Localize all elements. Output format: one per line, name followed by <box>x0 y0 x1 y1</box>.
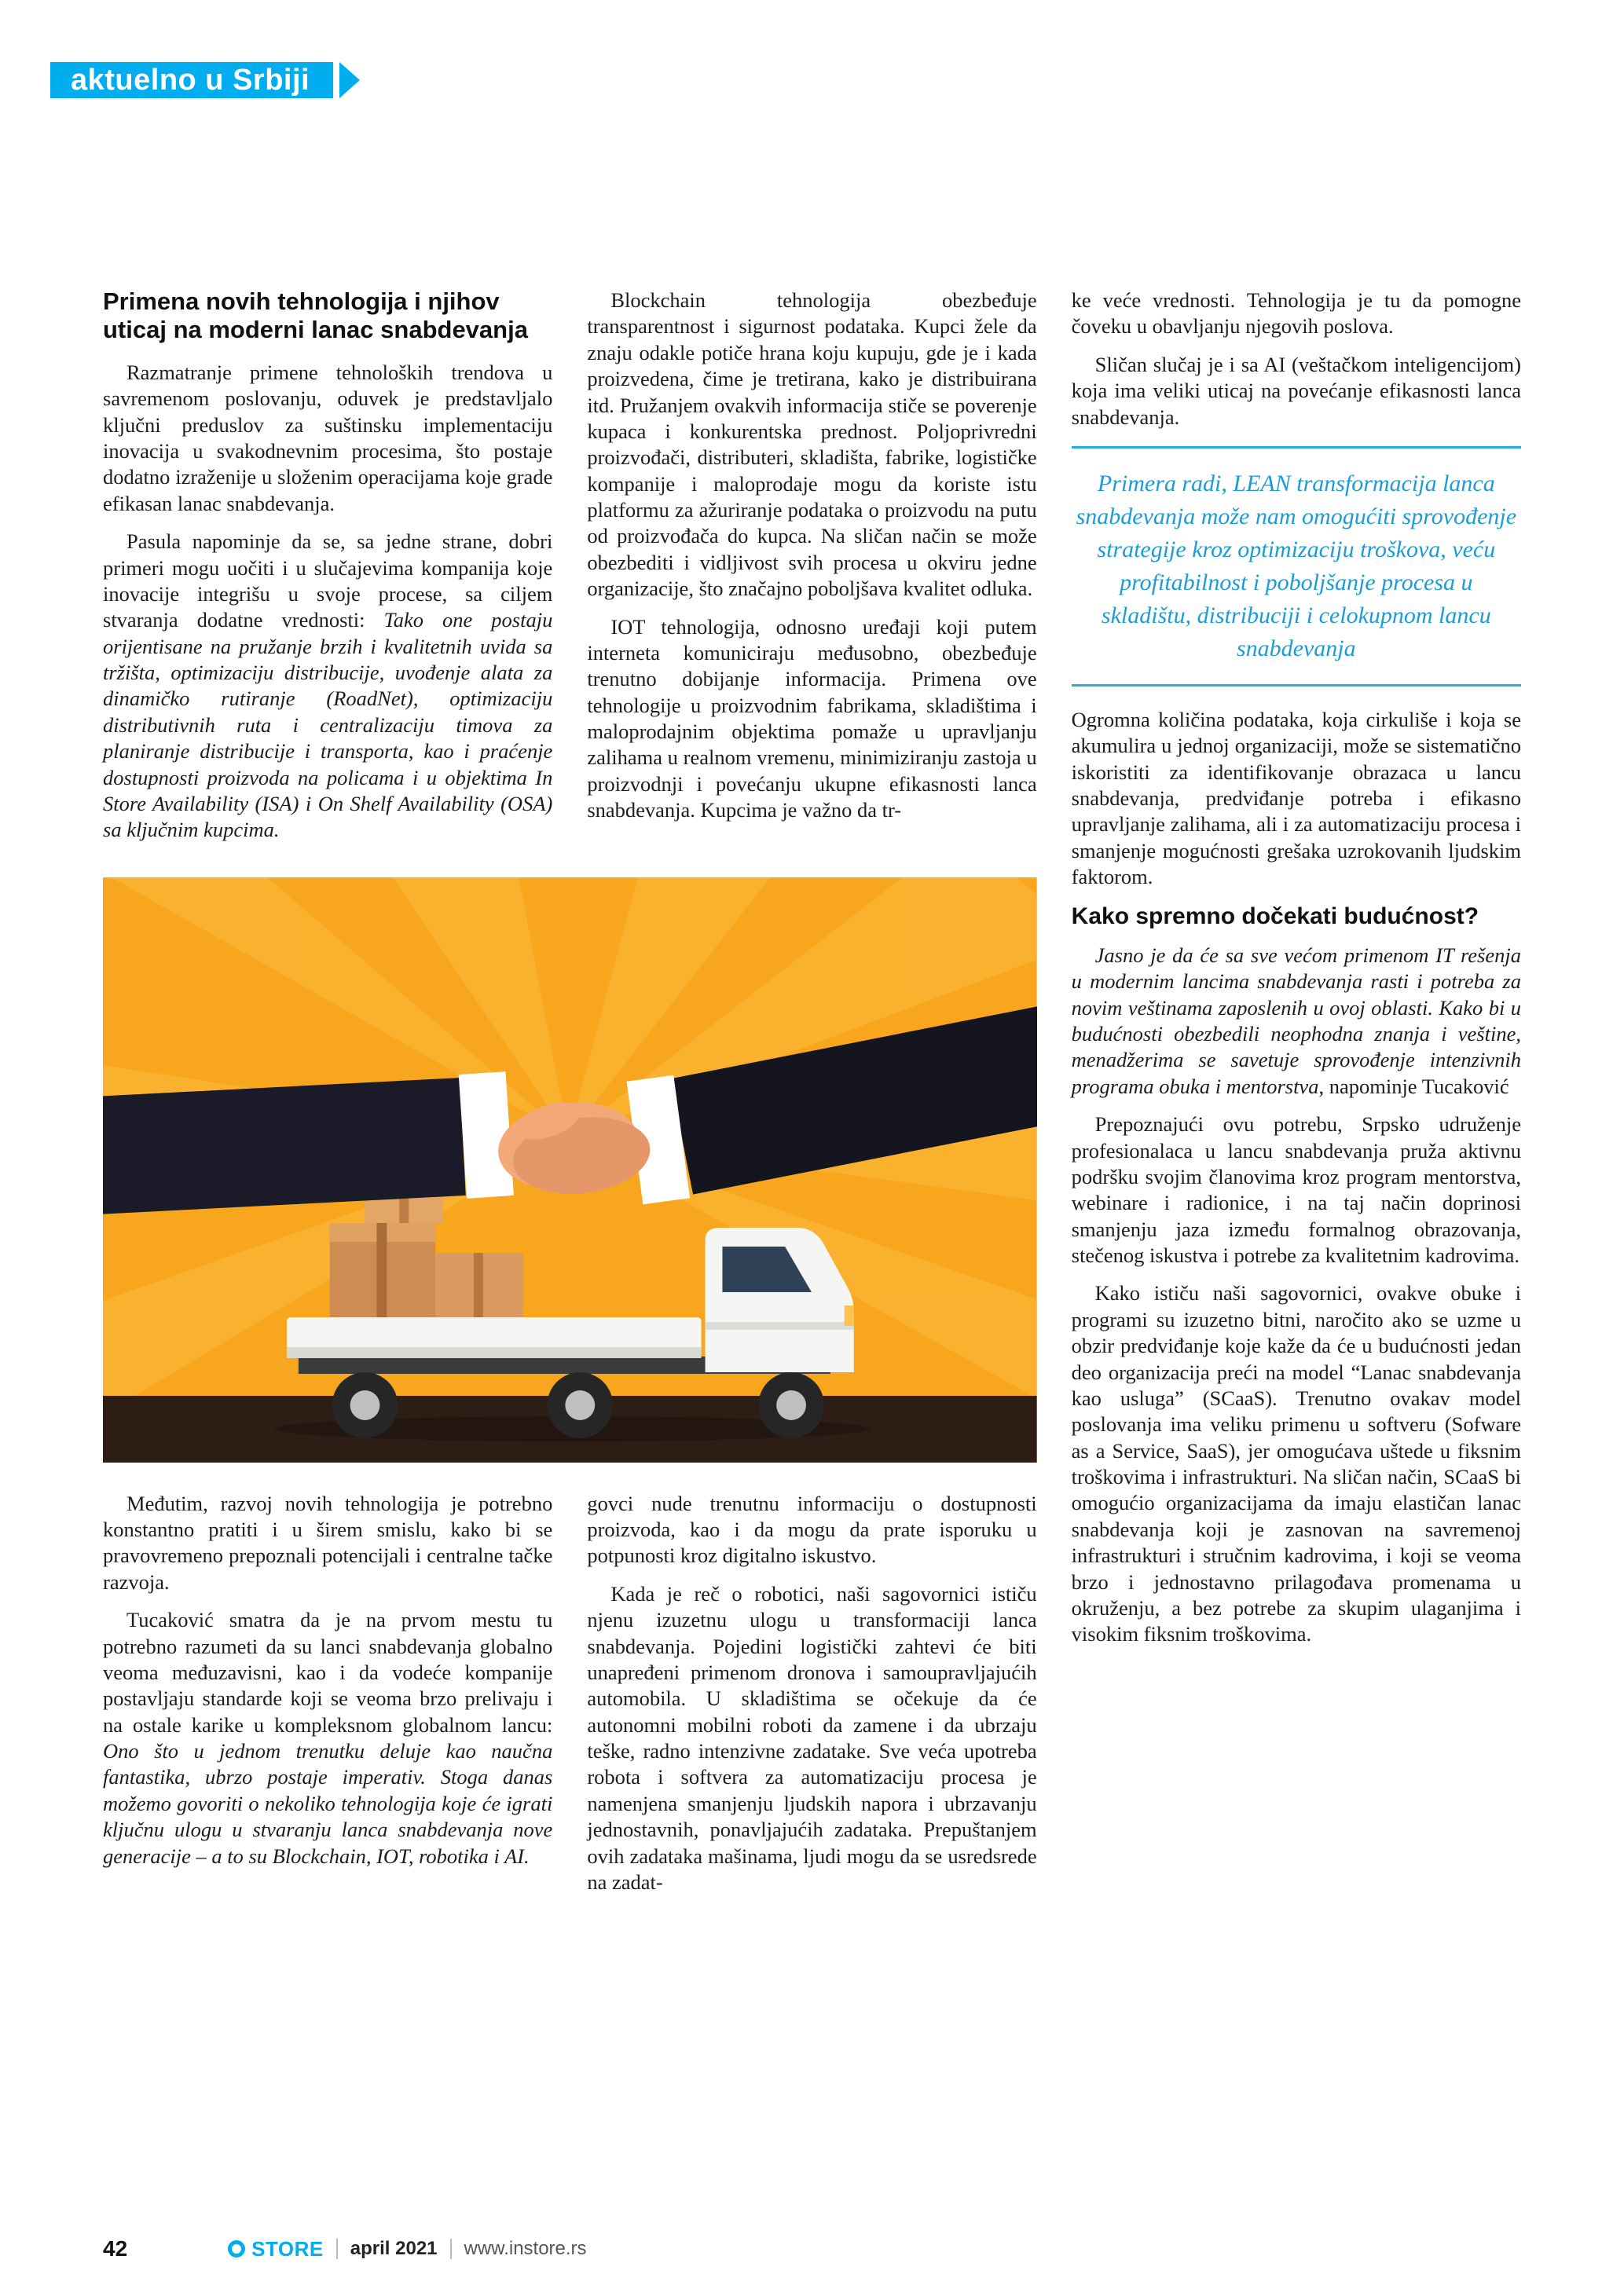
footer-divider <box>336 2239 338 2259</box>
paragraph: Sličan slučaj je i sa AI (veštačkom inteligencijom) koja ima veliki uticaj na povećanje efikasnosti lanca snabdevanja. <box>1071 352 1521 429</box>
store-logo-icon <box>228 2240 245 2258</box>
paragraph: govci nude trenutnu informaciju o dostupnosti proizvoda, kao i da mogu da prate isporuku u potpunosti kroz digitalno iskustvo. <box>587 1491 1037 1568</box>
paragraph <box>1072 943 1521 1100</box>
paragraph: IOT tehnologija, odnosno uređaji koji putem interneta komuniciraju međusobno, obezbeđuje trenutno dobijanje informacija. Primena ove tehnologije u proizvodnim fabrikama, skladištima i maloprodajnim objektima pomaže u upravljanju zalihama u realnom vremenu, minimiziranju zastoja u proizvodnji i povećanju ukupne efikasnosti lanca snabdevanja. Kupcima je važno da tr- <box>587 614 1037 822</box>
article-heading: Primena novih tehnologija i njihov uticaj na moderni lanac snabdevanja <box>103 287 528 343</box>
section-heading: Kako spremno dočekati budućnost? <box>1071 903 1479 929</box>
paragraph: ke veće vrednosti. Tehnologija je tu da pomogne čoveku u obavljanju njegovih poslova. <box>1071 288 1521 339</box>
column-2-top <box>587 287 1036 855</box>
handshake-truck-illustration <box>103 877 1037 1463</box>
paragraph: Kako ističu naši sagovornici, ovakve obuke i programi su izuzetno bitni, naročito ako se uzme u obzir predviđanje koje kaže da će u budućnosti jedan deo organizacija preći na model “Lanac snabdevanja kao usluga” (SCaaS). Trenutno ovakav model poslovanja ima veliku primenu u softveru (Sofware as a Service, SaaS), jer omogućava uštede u fiksnim troškovima i infrastrukturi. Na sličan način, SCaaS bi omogućio organizacijama da imaju elastičan lanac snabdevanja koji je zasnovan na savremenoj infrastrukturi i stručnim kadrovima, i koji se veoma brzo i jednostavno prilagođava promenama u okruženju, a bez potrebe za skupim ulaganjima i visokim fiksnim troškovima. <box>1071 1281 1521 1646</box>
text-run-italic: Tako one postaju orijentisane na pružanje brzih i kvalitetnih uvida sa tržišta, optimizaciju distribucije, uvođenje alata za dinamičko rutiranje (RoadNet), optimizaciju distributivnih ruta i centralizaciju timova za planiranje distribucije i transporta, kao i praćenje dostupnosti proizvoda na policama i u objektima In Store Availability (ISA) i On Shelf Availability (OSA) sa ključnim kupcima. <box>103 608 553 842</box>
text-run: Pasula napominje da se, sa jedne strane, dobri primeri mogu uočiti i u slučajevima kompanija koje inovacije integrišu u svoje procese, sa ciljem stvaranja dodatne vrednosti: <box>103 529 553 632</box>
brand-name: STORE <box>251 2236 324 2261</box>
paragraph: Prepoznajući ovu potrebu, Srpsko udruženje profesionalaca u lancu snabdevanja pruža aktivnu podršku svojim članovima kroz program mentorstva, webinare i radionice, i na taj način doprinosi smanjenju jaza između formalnog obrazovanja, stečenog iskustva i potrebe za kvalitetnim kadrovima. <box>1071 1112 1521 1268</box>
column-2-bottom <box>587 1491 1036 1908</box>
paragraph: Blockchain tehnologija obezbeđuje transparentnost i sigurnost podataka. Kupci žele da znaju odakle potiče hrana koju kupuju, gde je i kada proizvedena, čime je tretirana, kako je distribuirana itd. Pružanjem ovakvih informacija stiče se poverenje kupaca i konkurentska prednost. Poljoprivredni proizvođači, distributeri, skladišta, fabrike, logističke kompanije i maloprodaje mogu da koriste istu platformu za ažuriranje podataka o proizvodu na putu od proizvođača do kupca. Na sličan način se može obezbediti i vidljivost svih procesa u okviru jedne organizacije, što značajno poboljšava kvalitet odluka. <box>587 288 1037 601</box>
column-1-top <box>103 287 552 855</box>
article-content <box>103 287 1521 1907</box>
brand-logo <box>228 2237 324 2261</box>
section-band <box>50 62 333 98</box>
headlight <box>845 1305 854 1326</box>
text-run: , napominje Tucaković <box>1318 1074 1509 1098</box>
column-3 <box>1072 287 1521 1907</box>
page-number: 42 <box>103 2236 128 2261</box>
text-run-italic: Ono što u jednom trenutku deluje kao naučna fantastika, ubrzo postaje imperativ. Stoga danas možemo govoriti o nekoliko tehnologija koje će igrati ključnu ulogu u stvaranju lanca snabdevanja nove generacije – a to su Blockchain, IOT, robotika i AI. <box>103 1739 553 1868</box>
section-label: aktuelno u Srbiji <box>71 63 310 97</box>
paragraph: Razmatranje primene tehnoloških trendova u savremenom poslovanju, oduvek je predstavljalo ključni preduslov za suštinsku implementaciju inovacija u svakodnevnim procesima, što postaje dodatno izraženije u složenim operacijama koje grade efikasan lanac snabdevanja. <box>103 360 553 515</box>
issue-date: april 2021 <box>350 2238 438 2259</box>
paragraph <box>103 529 552 844</box>
website-url: www.instore.rs <box>464 2238 587 2259</box>
band-arrow-icon <box>339 62 360 98</box>
paragraph: Kada je reč o robotici, naši sagovornici ističu njenu izuzetnu ulogu u transformaciji lanca snabdevanja. Pojedini logistički zahtevi će biti unapređeni primenom dronova i samoupravljajućih automobila. U skladištima se očekuje da će autonomni mobilni roboti da zamene i da ubrzaju teške, radno intenzivne zadatake. Sve veća upotreba robota i softvera za automatizaciju procesa je namenjena smanjenju ljudskih napora i ubrzavanju jednostavnih, ponavljajućih zadataka. Prepuštanjem ovih zadataka mašinama, ljudi mogu da se usredsrede na zadat- <box>587 1581 1037 1894</box>
column-1-bottom <box>103 1491 552 1908</box>
illustration-canvas <box>103 877 1037 1463</box>
paragraph: Ogromna količina podataka, koja cirkuliše i koja se akumulira u jednoj organizaciji, može se sistematično iskoristiti za identifikovanje obrazaca u lancu snabdevanja, predviđanje potreba i efikasno upravljanje zalihama, ali i za automatizaciju procesa i smanjenje mogućnosti grešaka uzrokovanih ljudskim faktorom. <box>1071 707 1521 889</box>
paragraph <box>103 1607 552 1869</box>
footer-divider <box>450 2239 452 2259</box>
paragraph: Međutim, razvoj novih tehnologija je potrebno konstantno pratiti i u širem smislu, kako bi se pravovremeno prepoznali potencijali i centralne tačke razvoja. <box>103 1491 553 1594</box>
text-run-italic: Jasno je da će sa sve većom primenom IT rešenja u modernim lancima snabdevanja rasti i potreba za novim veštinama zaposlenih u ovoj oblasti. Kako bi u budućnosti obezbedili neophodna znanja i veštine, menadžerima se savetuje sprovođenje intenzivnih programa obuka i mentorstva <box>1071 943 1521 1098</box>
text-run: Tucaković smatra da je na prvom mestu tu potrebno razumeti da su lanci snabdevanja globalno veoma međuzavisni, kao i da vodeće kompanije postavljaju standarde koji se veoma brzo prelivaju i na ostale karike u kompleksnom globalnom lancu: <box>103 1608 553 1737</box>
pull-quote: Primera radi, LEAN transformacija lanca snabdevanja može nam omogućiti sprovođenje strategije kroz optimizaciju troškova, veću profitabilnost i poboljšanje procesa u skladištu, distribuciji i celokupnom lancu snabdevanja <box>1072 446 1521 687</box>
page-footer <box>103 2236 587 2261</box>
